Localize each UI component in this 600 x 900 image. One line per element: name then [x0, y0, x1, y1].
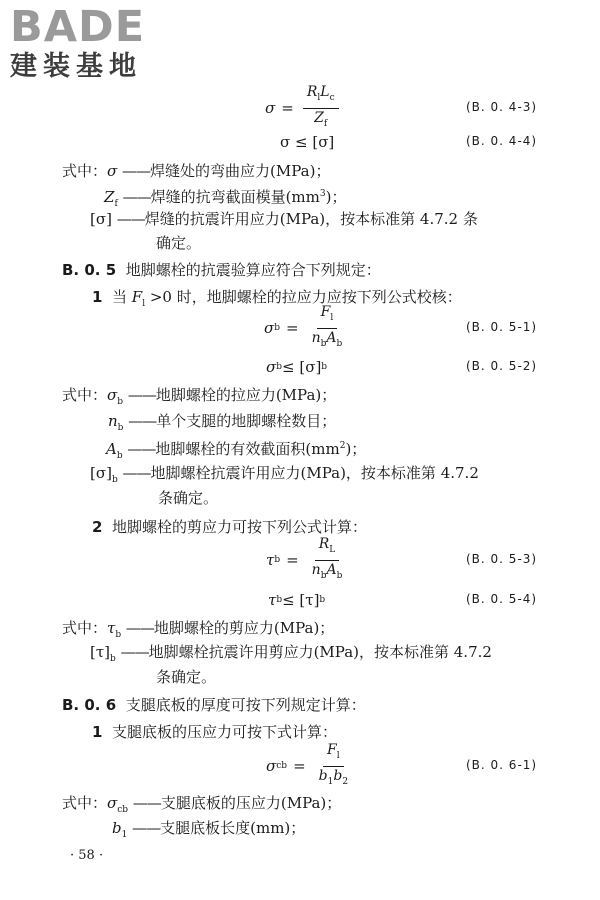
- definition-continuation: 条确定。: [158, 489, 219, 507]
- formula-b05-4: τ b ≤ [τ] b (B. 0. 5-4): [268, 591, 538, 609]
- definition-allowable-stress: [σ] ——焊缝的抗震许用应力(MPa)，按本标准第 4.7.2 条: [90, 210, 478, 228]
- equation-number: (B. 0. 5-4): [466, 592, 538, 606]
- logo-word: BADE: [10, 2, 146, 52]
- formula-b04-3: σ = $\frac{R_lL_c}{Z_f}$ (B. 0. 4-3): [0, 88, 600, 128]
- fraction: $\frac{R_lL_c}{Z_f}$: [303, 84, 339, 133]
- definition-continuation: 条确定。: [156, 668, 217, 686]
- formula-b05-1: σ b = $\frac{F_l}{n_bA_b}$ (B. 0. 5-1): [0, 308, 600, 348]
- definition-b1: $b_1$ ——支腿底板长度(mm)；: [112, 819, 306, 840]
- formula-b06-1: σ cb = $\frac{F_l}{b_1b_2}$ (B. 0. 6-1): [0, 746, 600, 786]
- formula-b05-3: τ b = $\frac{R_L}{n_bA_b}$ (B. 0. 5-3): [0, 540, 600, 580]
- logo: [8, 2, 178, 88]
- definition-allowable-shear-b: $[\tau]_b$ ——地脚螺栓抗震许用剪应力(MPa)，按本标准第 4.7.2: [90, 643, 492, 664]
- clause-item-1: 1 当 $F_l >0$ 时，地脚螺栓的拉应力应按下列公式校核：: [92, 288, 462, 309]
- clause-item-2: 2 地脚螺栓的剪应力可按下列公式计算：: [92, 518, 367, 536]
- logo-subtitle: 建装基地: [10, 51, 142, 82]
- equation-number: (B. 0. 4-3): [466, 100, 538, 114]
- formula-b04-4: σ ≤ [σ] (B. 0. 4-4): [280, 133, 538, 151]
- equation-number: (B. 0. 5-1): [466, 320, 538, 334]
- definition-sigma: 式中：σ ——焊缝处的弯曲应力(MPa)；: [62, 162, 331, 180]
- fraction: $\frac{F_l}{b_1b_2}$: [318, 741, 349, 787]
- equation-number: (B. 0. 4-4): [466, 134, 538, 148]
- formula-b05-2: σ b ≤ [σ] b (B. 0. 5-2): [266, 358, 538, 376]
- fraction: $\frac{F_l}{n_bA_b}$: [311, 303, 343, 349]
- definition-sigma-cb: 式中：$\sigma_{cb}$ ——支腿底板的压应力(MPa)；: [62, 794, 342, 815]
- definition-continuation: 确定。: [156, 234, 202, 252]
- definition-zf: $Z_f$ ——焊缝的抗弯截面模量$(mm^3)$；: [104, 188, 347, 209]
- section-heading-b05: B. 0. 5 地脚螺栓的抗震验算应符合下列规定：: [62, 261, 381, 279]
- definition-ab: $A_b$ ——地脚螺栓的有效截面积$(mm^2)$；: [106, 440, 367, 461]
- definition-tau-b: 式中：$\tau_b$ ——地脚螺栓的剪应力(MPa)；: [62, 619, 335, 640]
- definition-sigma-b: 式中：$\sigma_b$ ——地脚螺栓的拉应力(MPa)；: [62, 386, 337, 407]
- equation-number: (B. 0. 5-2): [466, 359, 538, 373]
- definition-allowable-stress-b: $[\sigma]_b$ ——地脚螺栓抗震许用应力(MPa)，按本标准第 4.7.2: [90, 464, 479, 485]
- section-heading-b06: B. 0. 6 支腿底板的厚度可按下列规定计算：: [62, 696, 366, 714]
- equation-number: (B. 0. 6-1): [466, 758, 538, 772]
- definition-nb: $n_b$ ——单个支腿的地脚螺栓数目；: [108, 412, 337, 433]
- fraction: $\frac{R_L}{n_bA_b}$: [311, 535, 343, 581]
- clause-item-1-b06: 1 支腿底板的压应力可按下式计算：: [92, 723, 337, 741]
- equation-number: (B. 0. 5-3): [466, 552, 538, 566]
- page-number: · 58 ·: [70, 848, 104, 863]
